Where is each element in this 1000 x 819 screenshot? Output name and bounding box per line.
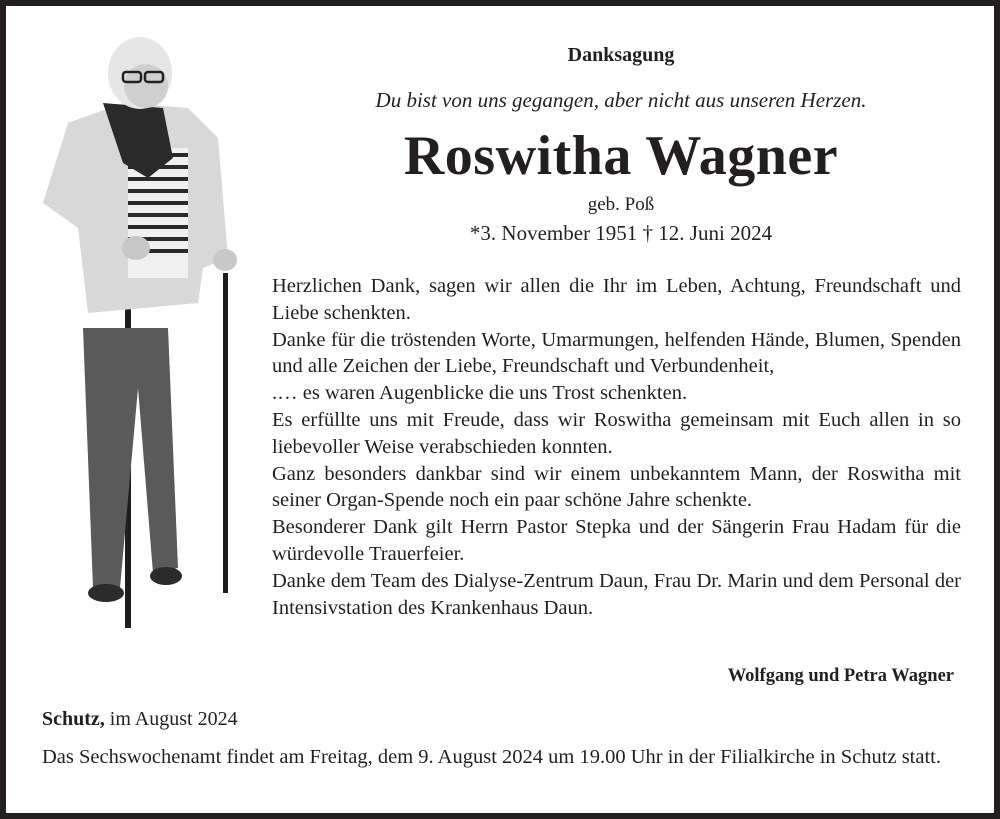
motto: Du bist von uns gegangen, aber nicht aus unseren Herzen. xyxy=(375,88,867,112)
paragraph: Danke dem Team des Dialyse-Zentrum Daun, Frau Dr. Marin und dem Personal der Intensivstation des Krankenhaus Daun. xyxy=(272,569,961,619)
place-date xyxy=(42,708,238,731)
service-notice: Das Sechswochenamt findet am Freitag, dem 9. August 2024 um 19.00 Uhr in der Filialkirche in Schutz statt. xyxy=(42,746,941,768)
paragraph: Herzlichen Dank, sagen wir allen die Ihr im Leben, Achtung, Freundschaft und Liebe schenkten. xyxy=(272,275,961,324)
date-text: im August 2024 xyxy=(104,708,238,730)
paragraph: Es erfüllte uns mit Freude, dass wir Roswitha gemeinsam mit Euch allen in so liebevoller Weise verabschieden konnten. xyxy=(272,408,961,458)
heading: Danksagung xyxy=(567,44,675,66)
portrait-photo xyxy=(28,28,248,628)
paragraph: Danke für die tröstenden Worte, Umarmungen, helfenden Hände, Blumen, Spenden und alle Zeichen der Liebe, Freundschaft und Verbundenheit, xyxy=(272,328,961,378)
paragraph: Ganz besonders dankbar sind wir einem unbekanntem Mann, der Roswitha mit seiner Organ-Spende noch ein paar schöne Jahre schenkte. xyxy=(272,462,961,512)
paragraph: .… es waren Augenblicke die uns Trost schenkten. xyxy=(272,382,688,405)
thanks-text xyxy=(272,273,961,621)
maiden-name: geb. Poß xyxy=(587,194,655,215)
signature: Wolfgang und Petra Wagner xyxy=(727,666,954,686)
deceased-name: Roswitha Wagner xyxy=(403,125,839,187)
obituary-card xyxy=(6,6,994,813)
place-name: Schutz, xyxy=(42,708,105,730)
life-dates: *3. November 1951 † 12. Juni 2024 xyxy=(469,221,773,245)
paragraph: Besonderer Dank gilt Herrn Pastor Stepka und der Sängerin Frau Hadam für die würdevolle Trauerfeier. xyxy=(272,516,961,565)
